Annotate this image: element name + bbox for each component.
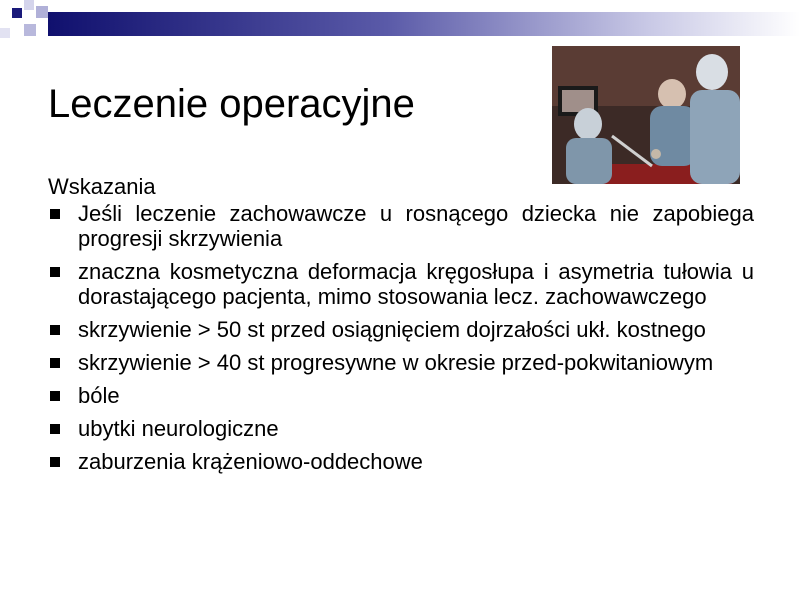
- surgery-illustration: [552, 46, 740, 184]
- bullet-square-icon: [50, 325, 60, 335]
- list-item: bóle: [48, 383, 754, 408]
- list-item: skrzywienie > 40 st progresywne w okresie przed-pokwitaniowym: [48, 350, 754, 375]
- bullet-square-icon: [50, 391, 60, 401]
- page-title: Leczenie operacyjne: [48, 82, 415, 126]
- slide-content: [48, 174, 754, 482]
- decor-square: [36, 6, 48, 18]
- list-item: Jeśli leczenie zachowawcze u rosnącego dziecka nie zapobiega progresji skrzywienia: [48, 201, 754, 251]
- bullet-square-icon: [50, 457, 60, 467]
- decor-square: [24, 24, 36, 36]
- header-band-graphic: [0, 0, 800, 50]
- list-item: ubytki neurologiczne: [48, 416, 754, 441]
- list-item: skrzywienie > 50 st przed osiągnięciem dojrzałości ukł. kostnego: [48, 317, 754, 342]
- bullet-square-icon: [50, 358, 60, 368]
- decor-square: [12, 8, 22, 18]
- bullet-square-icon: [50, 267, 60, 277]
- decor-square: [0, 28, 10, 38]
- indications-list: [48, 201, 754, 474]
- header-band: [0, 0, 800, 50]
- surgery-photo: [552, 46, 740, 184]
- decor-square: [24, 0, 34, 10]
- bullet-square-icon: [50, 424, 60, 434]
- list-item: zaburzenia krążeniowo-oddechowe: [48, 449, 754, 474]
- bullet-square-icon: [50, 209, 60, 219]
- list-item: znaczna kosmetyczna deformacja kręgosłupa i asymetria tułowia u dorastającego pacjenta, mimo stosowania lecz. zachowawczego: [48, 259, 754, 309]
- subheading: Wskazania: [48, 174, 156, 199]
